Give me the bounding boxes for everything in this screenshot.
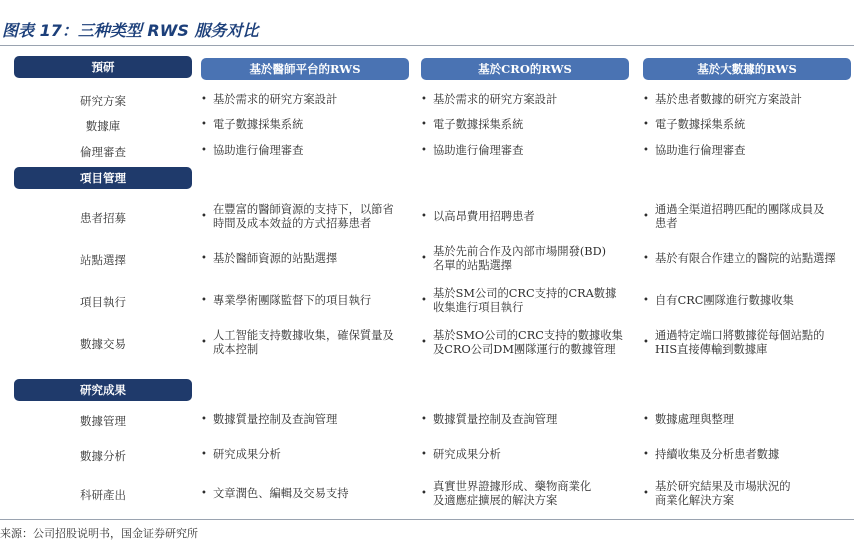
cell-text: 數據處理與整理 bbox=[655, 413, 735, 426]
cell-text: 真實世界證據形成、藥物商業化 及適應症擴展的解決方案 bbox=[433, 480, 592, 507]
cell-text: 基於SMO公司的CRC支持的數據收集 及CRO公司DM團隊運行的數據管理 bbox=[433, 329, 623, 356]
row-label-data-analysis: 數據分析 bbox=[80, 449, 126, 463]
bullet-icon: • bbox=[201, 414, 207, 425]
table-cell bbox=[421, 447, 636, 463]
bullet-icon: • bbox=[643, 414, 649, 425]
bullet-icon: • bbox=[201, 337, 207, 348]
cell-text: 協助進行倫理審查 bbox=[213, 144, 304, 157]
table-cell bbox=[421, 117, 636, 133]
table-cell bbox=[421, 201, 636, 233]
column-header-cro: 基於CRO的RWS bbox=[421, 58, 629, 80]
cell-text: 協助進行倫理審查 bbox=[433, 144, 524, 157]
top-rule bbox=[0, 45, 854, 46]
table-cell bbox=[201, 92, 416, 108]
cell-text: 研究成果分析 bbox=[213, 448, 281, 461]
table-cell bbox=[201, 447, 416, 463]
table-cell bbox=[421, 243, 636, 275]
bullet-icon: • bbox=[201, 449, 207, 460]
cell-text: 基於SM公司的CRC支持的CRA數據 收集進行項目執行 bbox=[433, 287, 617, 314]
column-header-physician-platform: 基於醫師平台的RWS bbox=[201, 58, 409, 80]
table-cell bbox=[201, 327, 416, 359]
table-cell bbox=[643, 478, 851, 510]
bullet-icon: • bbox=[421, 145, 427, 156]
cell-text: 基於醫師資源的站點選擇 bbox=[213, 252, 338, 265]
cell-text: 基於需求的研究方案設計 bbox=[213, 93, 338, 106]
bullet-icon: • bbox=[421, 337, 427, 348]
bullet-icon: • bbox=[643, 337, 649, 348]
table-cell bbox=[201, 285, 416, 317]
section-header-research-outcomes: 研究成果 bbox=[14, 379, 192, 401]
bullet-icon: • bbox=[421, 253, 427, 264]
cell-text: 電子數據採集系統 bbox=[433, 118, 524, 131]
table-cell bbox=[643, 327, 851, 359]
bullet-icon: • bbox=[201, 295, 207, 306]
bullet-icon: • bbox=[643, 295, 649, 306]
cell-text: 在豐富的醫師資源的支持下，以節省 時間及成本效益的方式招募患者 bbox=[213, 203, 394, 230]
table-cell bbox=[201, 117, 416, 133]
bullet-icon: • bbox=[643, 253, 649, 264]
section-header-pre-research: 預研 bbox=[14, 56, 192, 78]
table-cell bbox=[201, 201, 416, 233]
cell-text: 基於有限合作建立的醫院的站點選擇 bbox=[655, 252, 836, 265]
cell-text: 數據質量控制及查詢管理 bbox=[433, 413, 558, 426]
bottom-rule bbox=[0, 519, 854, 520]
bullet-icon: • bbox=[201, 145, 207, 156]
cell-text: 持續收集及分析患者數據 bbox=[655, 448, 780, 461]
bullet-icon: • bbox=[201, 119, 207, 130]
table-cell bbox=[643, 201, 851, 233]
cell-text: 研究成果分析 bbox=[433, 448, 501, 461]
table-cell bbox=[643, 285, 851, 317]
table-cell bbox=[643, 447, 851, 463]
bullet-icon: • bbox=[421, 295, 427, 306]
cell-text: 通過特定端口將數據從每個站點的 HIS直接傳輸到數據庫 bbox=[655, 329, 825, 356]
table-cell bbox=[201, 143, 416, 159]
table-cell bbox=[643, 412, 851, 428]
cell-text: 自有CRC團隊進行數據收集 bbox=[655, 294, 794, 307]
column-header-big-data: 基於大數據的RWS bbox=[643, 58, 851, 80]
table-cell bbox=[643, 92, 851, 108]
section-header-project-management: 項目管理 bbox=[14, 167, 192, 189]
bullet-icon: • bbox=[201, 94, 207, 105]
bullet-icon: • bbox=[421, 211, 427, 222]
cell-text: 人工智能支持數據收集，確保質量及 成本控制 bbox=[213, 329, 394, 356]
cell-text: 文章潤色、編輯及交易支持 bbox=[213, 487, 349, 500]
bullet-icon: • bbox=[643, 488, 649, 499]
table-cell bbox=[421, 92, 636, 108]
row-label-research-plan: 研究方案 bbox=[80, 94, 126, 108]
bullet-icon: • bbox=[421, 94, 427, 105]
row-label-site-selection: 站點選擇 bbox=[80, 253, 126, 267]
cell-text: 通過全渠道招聘匹配的團隊成員及 患者 bbox=[655, 203, 825, 230]
table-cell bbox=[201, 243, 416, 275]
bullet-icon: • bbox=[643, 211, 649, 222]
bullet-icon: • bbox=[421, 449, 427, 460]
table-cell bbox=[421, 412, 636, 428]
bullet-icon: • bbox=[643, 145, 649, 156]
row-label-patient-recruitment: 患者招募 bbox=[80, 211, 126, 225]
row-label-project-execution: 項目執行 bbox=[80, 295, 126, 309]
cell-text: 數據質量控制及查詢管理 bbox=[213, 413, 338, 426]
bullet-icon: • bbox=[643, 449, 649, 460]
bullet-icon: • bbox=[421, 119, 427, 130]
row-label-ethics-review: 倫理審查 bbox=[80, 145, 126, 159]
cell-text: 基於先前合作及內部市場開發(BD) 名單的站點選擇 bbox=[433, 245, 607, 272]
bullet-icon: • bbox=[643, 119, 649, 130]
cell-text: 基於需求的研究方案設計 bbox=[433, 93, 558, 106]
bullet-icon: • bbox=[643, 94, 649, 105]
row-label-data-management: 數據管理 bbox=[80, 414, 126, 428]
source-note: 来源：公司招股说明书，国金证券研究所 bbox=[0, 527, 198, 540]
row-label-research-output: 科研產出 bbox=[80, 488, 126, 502]
cell-text: 協助進行倫理審查 bbox=[655, 144, 746, 157]
bullet-icon: • bbox=[421, 488, 427, 499]
bullet-icon: • bbox=[201, 211, 207, 222]
cell-text: 專業學術團隊監督下的項目執行 bbox=[213, 294, 372, 307]
table-cell bbox=[643, 143, 851, 159]
cell-text: 基於患者數據的研究方案設計 bbox=[655, 93, 802, 106]
table-cell bbox=[421, 478, 636, 510]
table-cell bbox=[643, 117, 851, 133]
table-cell bbox=[421, 327, 636, 359]
row-label-data-transaction: 數據交易 bbox=[80, 337, 126, 351]
figure-title: 图表 17：三种类型 RWS 服务对比 bbox=[2, 21, 259, 40]
table-cell bbox=[643, 243, 851, 275]
row-label-database: 數據庫 bbox=[85, 119, 121, 133]
bullet-icon: • bbox=[201, 488, 207, 499]
table-cell bbox=[201, 478, 416, 510]
cell-text: 電子數據採集系統 bbox=[655, 118, 746, 131]
cell-text: 以高昂費用招聘患者 bbox=[433, 210, 535, 223]
cell-text: 基於研究結果及市場狀況的 商業化解決方案 bbox=[655, 480, 791, 507]
bullet-icon: • bbox=[201, 253, 207, 264]
bullet-icon: • bbox=[421, 414, 427, 425]
table-cell bbox=[421, 285, 636, 317]
table-cell bbox=[201, 412, 416, 428]
cell-text: 電子數據採集系統 bbox=[213, 118, 304, 131]
table-cell bbox=[421, 143, 636, 159]
